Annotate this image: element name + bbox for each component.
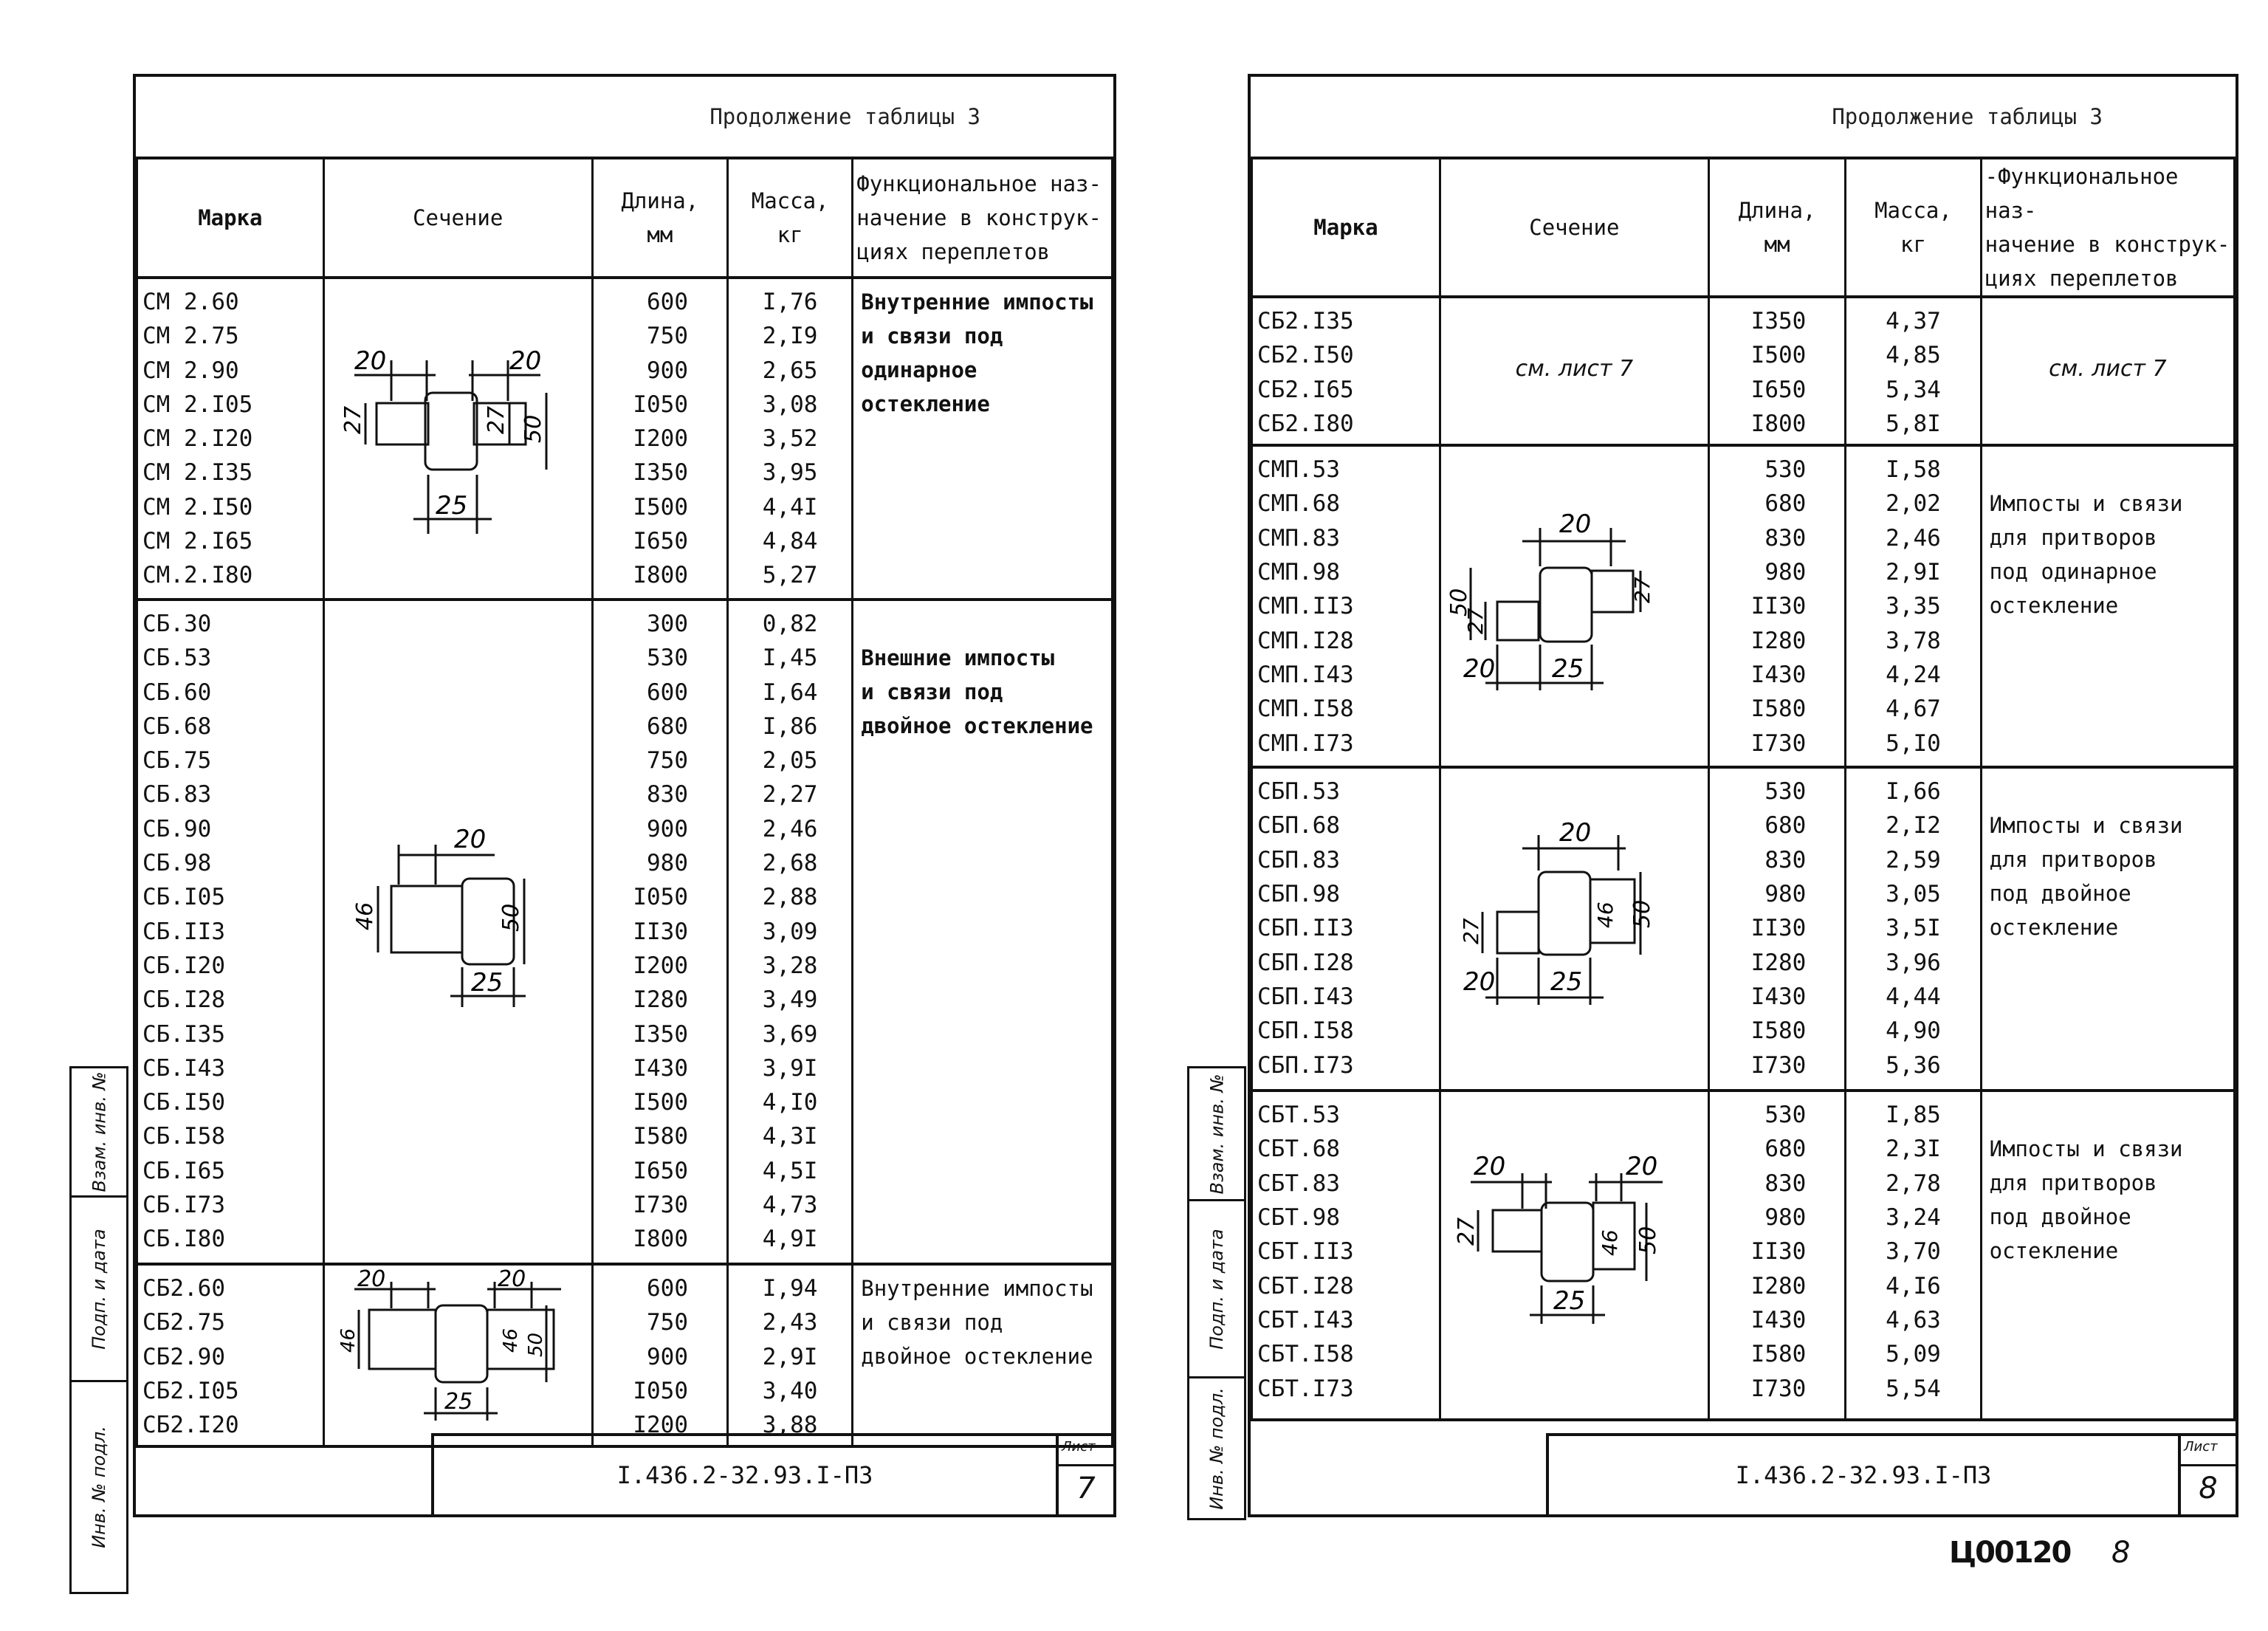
- section-drawing: [1440, 767, 1708, 1091]
- section-drawing: [1440, 1091, 1708, 1420]
- header-length: Длина, мм: [592, 159, 727, 278]
- svg-text:27: 27: [1458, 918, 1483, 945]
- lengths-cell: 600 750 900 I050 I200: [592, 1264, 727, 1446]
- header-section: Сечение: [323, 159, 592, 278]
- sheet-number: 7: [1059, 1464, 1113, 1511]
- binding-stamp: Взам. инв. № Подп. и дата Инв. № подл.: [1187, 1066, 1246, 1520]
- svg-text:20: 20: [509, 346, 541, 376]
- lengths-cell: 600 750 900 I050 I200 I350 I500 I650 I800: [592, 278, 727, 600]
- marks-cell: СБ2.60 СБ2.75 СБ2.90 СБ2.I05 СБ2.I20: [137, 1264, 324, 1446]
- right-sheet: [1206, 74, 2238, 1517]
- profile-smp-drawing: [1441, 447, 1705, 757]
- svg-text:50: 50: [524, 1332, 547, 1357]
- spec-table: [136, 159, 1113, 1448]
- binding-stamp: Взам. инв. № Подп. и дата Инв. № подл.: [69, 1066, 128, 1594]
- svg-text:50: 50: [1629, 900, 1655, 929]
- svg-text:46: 46: [1592, 902, 1618, 929]
- header-section: Сечение: [1440, 159, 1708, 297]
- section-drawing: [1440, 445, 1708, 767]
- svg-text:25: 25: [1551, 654, 1584, 684]
- header-function: Функциональное наз- начение в конструк- циях переплетов: [853, 159, 1113, 278]
- marks-cell: СБТ.53 СБТ.68 СБТ.83 СБТ.98 СБТ.II3 СБТ.I28 СБТ.I43 СБТ.I58 СБТ.I73: [1252, 1091, 1440, 1420]
- svg-text:25: 25: [1550, 967, 1583, 998]
- marks-cell: СБ.30 СБ.53 СБ.60 СБ.68 СБ.75 СБ.83 СБ.90 СБ.98 СБ.I05 СБ.II3 СБ.I20 СБ.I28 СБ.I35 СБ.I43 СБ.I50 СБ.I58 СБ.I65 СБ.I73 СБ.I80: [137, 600, 324, 1264]
- svg-text:20: 20: [1473, 1152, 1506, 1182]
- svg-text:27: 27: [1629, 577, 1654, 604]
- marks-cell: СМ 2.60 СМ 2.75 СМ 2.90 СМ 2.I05 СМ 2.I20 СМ 2.I35 СМ 2.I50 СМ 2.I65 СМ.2.I80: [137, 278, 324, 600]
- title-block: [431, 1433, 1113, 1514]
- svg-text:50: 50: [1635, 1226, 1661, 1255]
- header-marka: Марка: [1252, 159, 1440, 297]
- svg-text:20: 20: [1559, 818, 1592, 848]
- section-reference: см. лист 7: [1440, 297, 1708, 445]
- svg-text:20: 20: [497, 1266, 526, 1292]
- svg-text:20: 20: [354, 346, 386, 376]
- profile-sb-drawing: [325, 601, 589, 1251]
- svg-text:25: 25: [1553, 1286, 1586, 1316]
- lengths-cell: 530 680 830 980 II30 I280 I430 I580 I730: [1708, 1091, 1845, 1420]
- function-cell: Импосты и связи для притворов под двойное остекление: [1981, 767, 2234, 1091]
- svg-text:25: 25: [444, 1389, 472, 1415]
- function-cell: Внутренние импосты и связи под одинарное остекление: [853, 278, 1113, 600]
- function-cell: Импосты и связи для притворов под двойное остекление: [1981, 1091, 2234, 1420]
- svg-text:27: 27: [483, 405, 509, 434]
- profile-sb2-drawing: [325, 1266, 589, 1440]
- masses-cell: I,85 2,3I 2,78 3,24 3,70 4,I6 4,63 5,09 5,54: [1846, 1091, 1981, 1420]
- header-function: -Функциональное наз- начение в конструк- циях переплетов: [1981, 159, 2234, 297]
- masses-cell: 0,82 I,45 I,64 I,86 2,05 2,27 2,46 2,68 2,88 3,09 3,28 3,49 3,69 3,9I 4,I0 4,3I 4,5I 4,73 4,9I: [728, 600, 853, 1264]
- masses-cell: I,94 2,43 2,9I 3,40 3,88: [728, 1264, 853, 1446]
- svg-text:46: 46: [499, 1328, 522, 1353]
- document-code: I.436.2-32.93.I-ПЗ: [616, 1461, 873, 1489]
- svg-text:46: 46: [1597, 1229, 1622, 1257]
- svg-text:20: 20: [1463, 967, 1496, 998]
- spec-table: [1251, 159, 2236, 1421]
- svg-text:46: 46: [337, 1328, 360, 1353]
- lengths-cell: 300 530 600 680 750 830 900 980 I050 II30 I200 I280 I350 I430 I500 I580 I650 I730 I800: [592, 600, 727, 1264]
- svg-text:50: 50: [1446, 588, 1472, 617]
- profile-cm2-drawing: [325, 279, 589, 589]
- section-drawing: [323, 1264, 592, 1446]
- function-cell: Внешние импосты и связи под двойное остекление: [853, 600, 1113, 1264]
- header-mass: Масса, кг: [728, 159, 853, 278]
- svg-text:20: 20: [453, 825, 486, 854]
- svg-text:50: 50: [520, 414, 546, 443]
- svg-text:20: 20: [1559, 509, 1592, 540]
- header-marka: Марка: [137, 159, 324, 278]
- title-block: [1546, 1433, 2236, 1514]
- header-length: Длина, мм: [1708, 159, 1845, 297]
- archive-page: 8: [2111, 1536, 2131, 1570]
- sheet-number-box: Лист 8: [2178, 1436, 2236, 1514]
- svg-text:20: 20: [357, 1266, 385, 1292]
- function-reference: см. лист 7: [1981, 297, 2234, 445]
- svg-text:25: 25: [435, 491, 467, 521]
- sheet-number-box: Лист 7: [1056, 1436, 1113, 1514]
- lengths-cell: 530 680 830 980 II30 I280 I430 I580 I730: [1708, 445, 1845, 767]
- svg-text:46: 46: [351, 902, 378, 930]
- left-sheet: [89, 74, 1116, 1548]
- archive-number: Ц00120: [1949, 1536, 2071, 1570]
- marks-cell: СМП.53 СМП.68 СМП.83 СМП.98 СМП.II3 СМП.I28 СМП.I43 СМП.I58 СМП.I73: [1252, 445, 1440, 767]
- function-cell: Импосты и связи для притворов под одинарное остекление: [1981, 445, 2234, 767]
- profile-sbt-drawing: [1441, 1092, 1705, 1409]
- function-cell: Внутренние импосты и связи под двойное остекление: [853, 1264, 1113, 1446]
- lengths-cell: I350 I500 I650 I800: [1708, 297, 1845, 445]
- masses-cell: I,76 2,I9 2,65 3,08 3,52 3,95 4,4I 4,84 5,27: [728, 278, 853, 600]
- header-mass: Масса, кг: [1846, 159, 1981, 297]
- masses-cell: I,58 2,02 2,46 2,9I 3,35 3,78 4,24 4,67 5,I0: [1846, 445, 1981, 767]
- marks-cell: СБП.53 СБП.68 СБП.83 СБП.98 СБП.II3 СБП.I28 СБП.I43 СБП.I58 СБП.I73: [1252, 767, 1440, 1091]
- continuation-title: Продолжение таблицы 3: [136, 77, 1113, 159]
- marks-cell: СБ2.I35 СБ2.I50 СБ2.I65 СБ2.I80: [1252, 297, 1440, 445]
- svg-text:27: 27: [340, 405, 366, 434]
- masses-cell: 4,37 4,85 5,34 5,8I: [1846, 297, 1981, 445]
- document-code: I.436.2-32.93.I-ПЗ: [1735, 1461, 1992, 1489]
- lengths-cell: 530 680 830 980 II30 I280 I430 I580 I730: [1708, 767, 1845, 1091]
- section-drawing: [323, 600, 592, 1264]
- svg-text:25: 25: [470, 968, 503, 998]
- sheet-number: 8: [2181, 1464, 2236, 1511]
- svg-text:27: 27: [1463, 608, 1488, 635]
- svg-text:50: 50: [498, 903, 524, 932]
- continuation-title: Продолжение таблицы 3: [1251, 77, 2236, 159]
- svg-text:20: 20: [1463, 654, 1496, 684]
- svg-text:27: 27: [1453, 1218, 1480, 1246]
- masses-cell: I,66 2,I2 2,59 3,05 3,5I 3,96 4,44 4,90 5,36: [1846, 767, 1981, 1091]
- profile-sbp-drawing: [1441, 769, 1705, 1082]
- svg-text:20: 20: [1625, 1152, 1658, 1182]
- section-drawing: [323, 278, 592, 600]
